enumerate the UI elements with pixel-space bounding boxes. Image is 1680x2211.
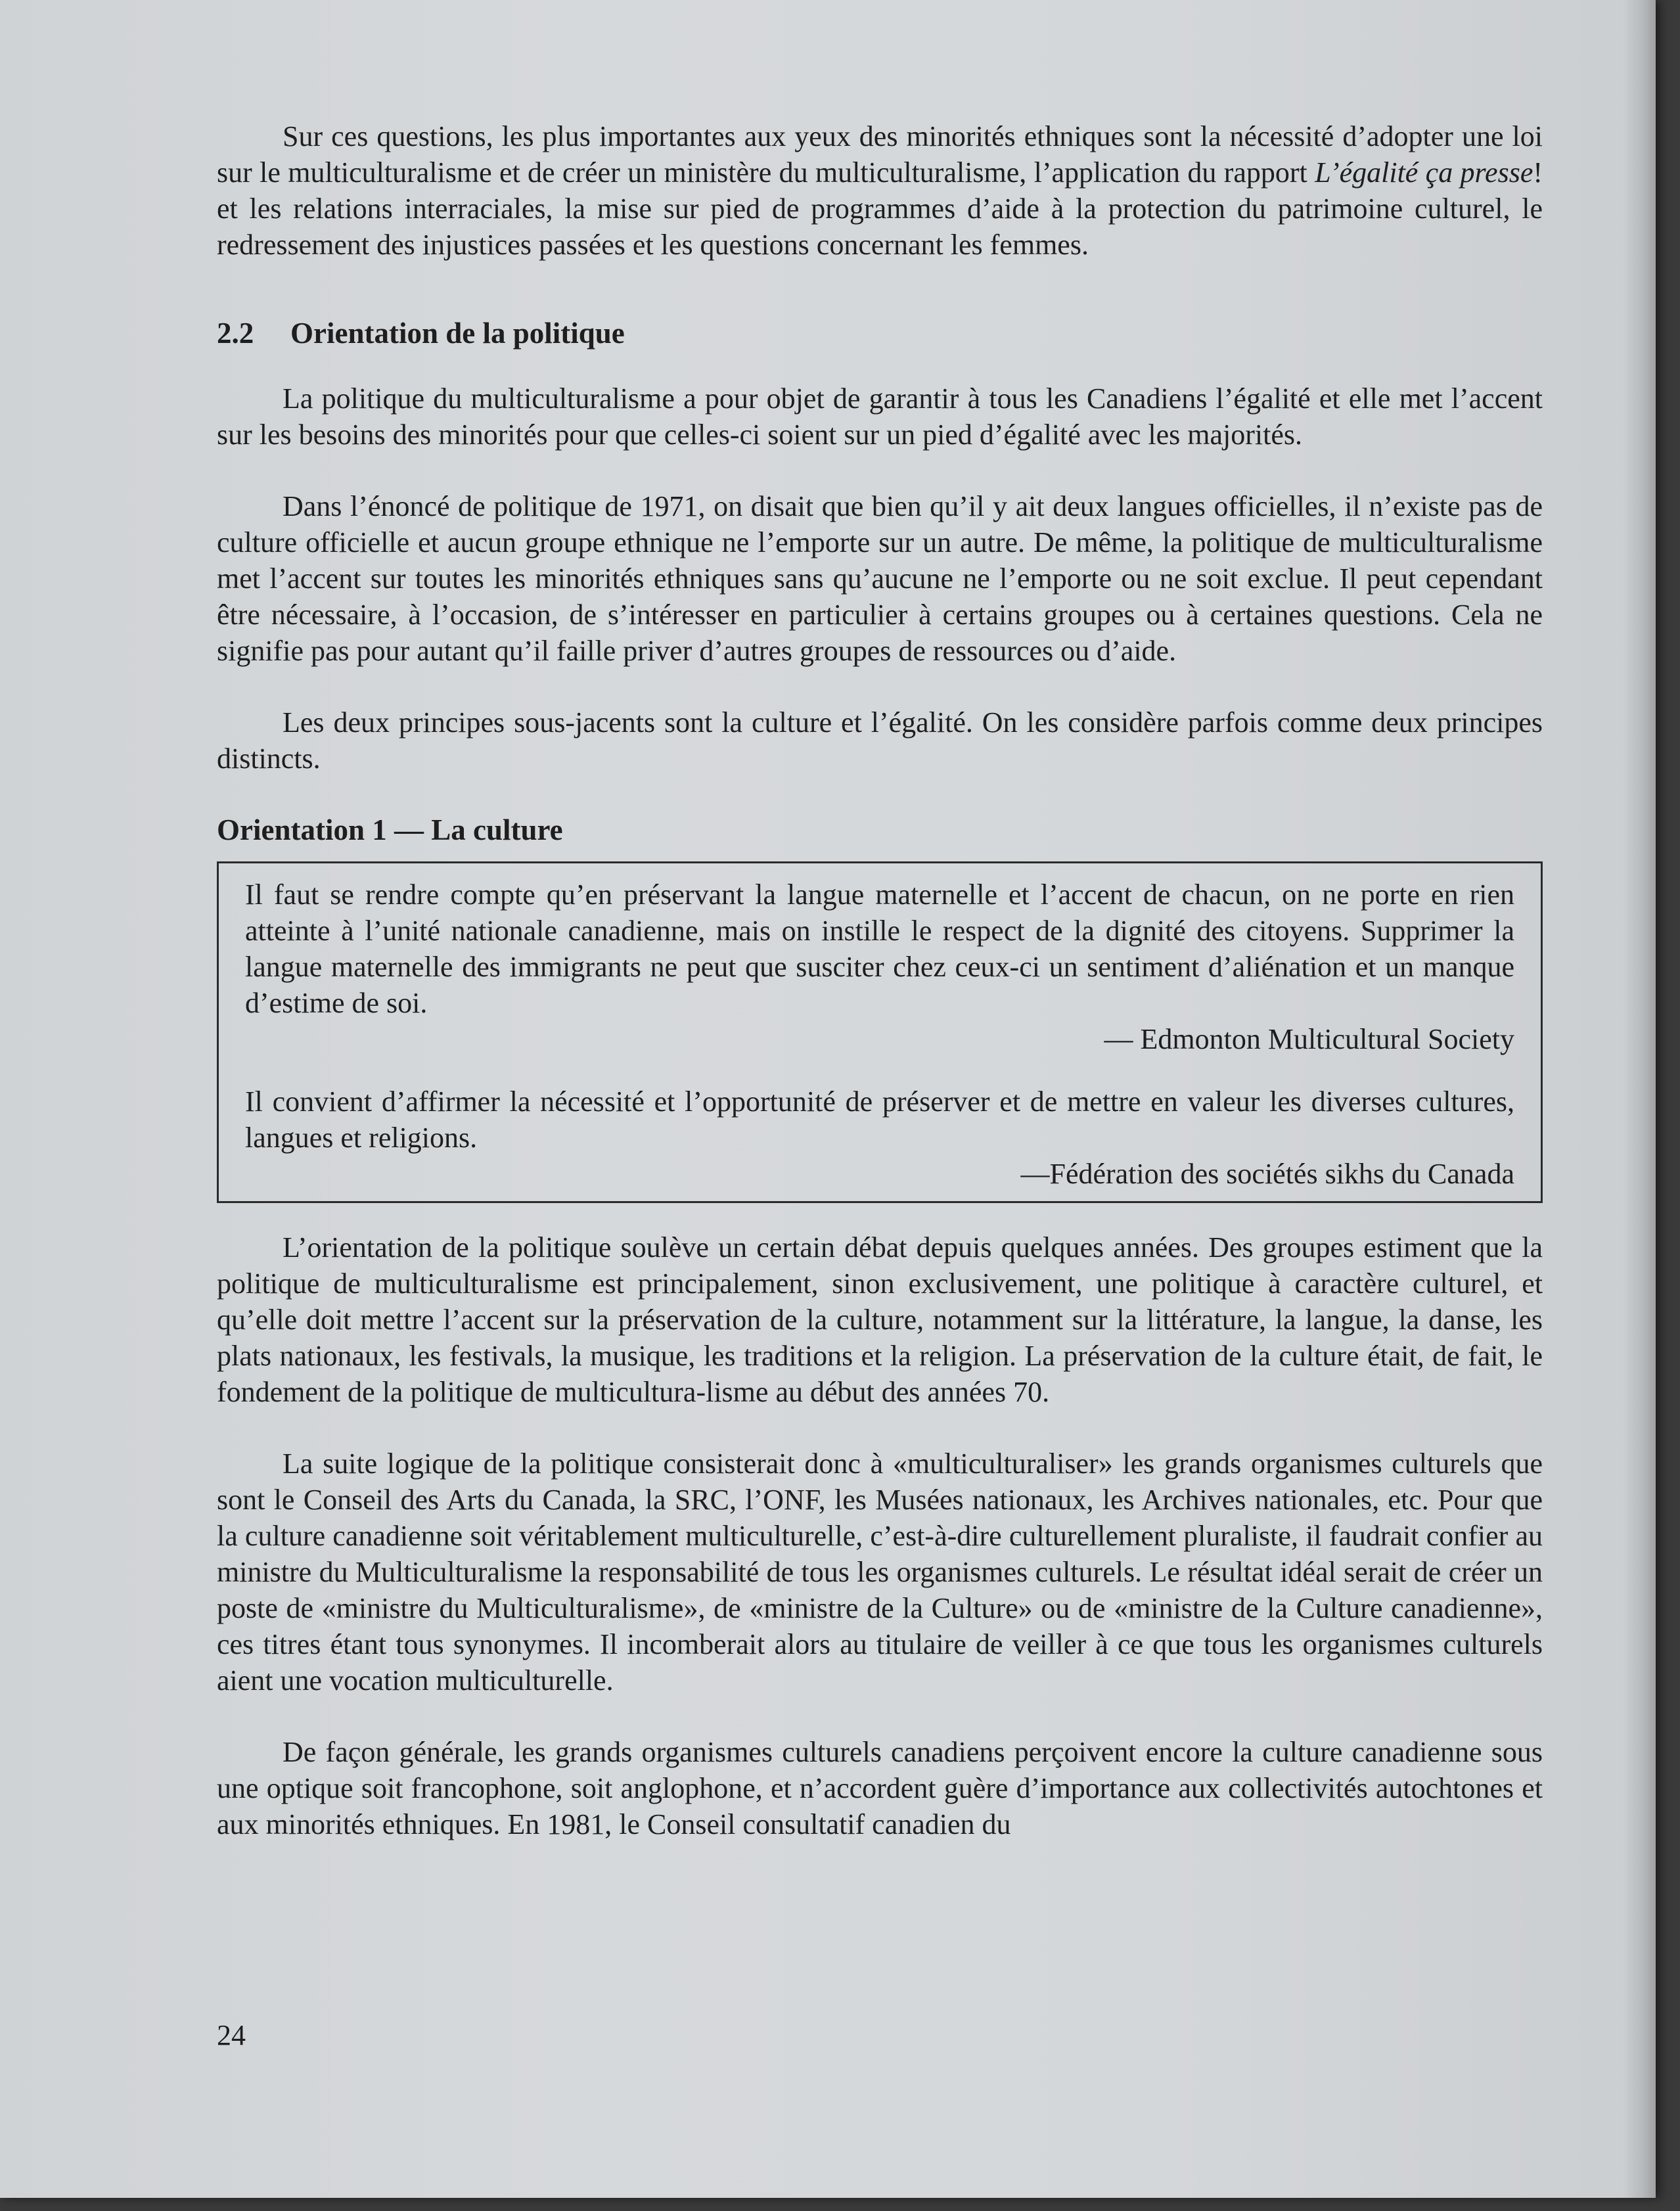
section-paragraph: Les deux principes sous-jacents sont la culture et l’égalité. On les considère parfois comme deux principes distincts. — [217, 706, 1543, 775]
section-title: Orientation de la politique — [290, 317, 625, 350]
orientation-paragraph: La suite logique de la politique consisterait donc à «multiculturaliser» les grands organismes culturels que sont le Conseil des Arts du Canada, la SRC, l’ONF, les Musées nationaux, les Archives nationales, etc. Pour que la culture canadienne soit véritablement multiculturelle, c’est-à-dire culturellement pluraliste, il faudrait confier au ministre du Multiculturalisme la responsabilité de tous les organismes culturels. Le résultat idéal serait de créer un poste de «ministre du Multiculturalisme», de «ministre de la Culture» ou de «ministre de la Culture canadienne», ces titres étant tous synonymes. Il incomberait alors au titulaire de veiller à ce que tous les organismes culturels aient une vocation multiculturelle. — [217, 1447, 1543, 1697]
section-number: 2.2 — [217, 317, 254, 350]
quote-attribution: — Edmonton Multicultural Society — [1104, 1023, 1514, 1055]
orientation-paragraph: L’orientation de la politique soulève un certain débat depuis quelques années. Des groupes estiment que la politique de multiculturalisme est principalement, sinon exclusivement, une politique à caractère culturel, et qu’elle doit mettre l’accent sur la préservation de la culture, notamment sur la littérature, la langue, la danse, les plats nationaux, les festivals, la musique, les traditions et la religion. La préservation de la culture était, de fait, le fondement de la politique de multicultura-lisme au début des années 70. — [217, 1231, 1543, 1408]
section-paragraph: Dans l’énoncé de politique de 1971, on disait que bien qu’il y ait deux langues officielles, il n’existe pas de culture officielle et aucun groupe ethnique ne l’emporte sur un autre. De même, la politique de multiculturalisme met l’accent sur toutes les minorités ethniques sans qu’aucune ne l’emporte ou ne soit exclue. Il peut cependant être nécessaire, à l’occasion, de s’intéresser en particulier à certains groupes ou à certaines questions. Cela ne signifie pas pour autant qu’il faille priver d’autres groupes de ressources ou d’aide. — [217, 490, 1543, 667]
orientation-paragraph: De façon générale, les grands organismes culturels canadiens perçoivent encore la culture canadienne sous une optique soit francophone, soit anglophone, et n’accordent guère d’importance aux collectivités autochtones et aux minorités ethniques. En 1981, le Conseil consultatif canadien du — [217, 1736, 1543, 1840]
page-edge-shadow — [1623, 0, 1656, 2198]
section-paragraph: La politique du multiculturalisme a pour objet de garantir à tous les Canadiens l’égalité et elle met l’accent sur les besoins des minorités pour que celles-ci soient sur un pied d’égalité avec les majorités. — [217, 382, 1543, 451]
page-number: 24 — [217, 2019, 246, 2051]
quote-text: Il convient d’affirmer la nécessité et l’opportunité de préserver et de mettre en valeur les diverses cultures, langues et religions. — [245, 1085, 1514, 1154]
quote-attribution: —Fédération des sociétés sikhs du Canada — [1020, 1158, 1514, 1190]
section-heading — [217, 315, 1543, 352]
orientation-heading: Orientation 1 — La culture — [217, 813, 563, 846]
quote-text: Il faut se rendre compte qu’en préservant la langue maternelle et l’accent de chacun, on ne porte en rien atteinte à l’unité nationale canadienne, mais on instille le respect de la dignité des citoyens. Supprimer la langue maternelle des immigrants ne peut que susciter chez ceux-ci un sentiment d’aliénation et un manque d’estime de soi. — [245, 878, 1514, 1019]
quote-box — [217, 861, 1543, 1203]
page-content — [217, 118, 1543, 1878]
intro-paragraph: Sur ces questions, les plus importantes aux yeux des minorités ethniques sont la nécessité d’adopter une loi sur le multiculturalisme et de créer un ministère du multiculturalisme, l’application du rapport L’égalité ça presse! et les relations interraciales, la mise sur pied de programmes d’aide à la protection du patrimoine culturel, le redressement des injustices passées et les questions concernant les femmes. — [217, 120, 1543, 261]
report-title-italic: L’égalité ça presse — [1315, 156, 1533, 189]
